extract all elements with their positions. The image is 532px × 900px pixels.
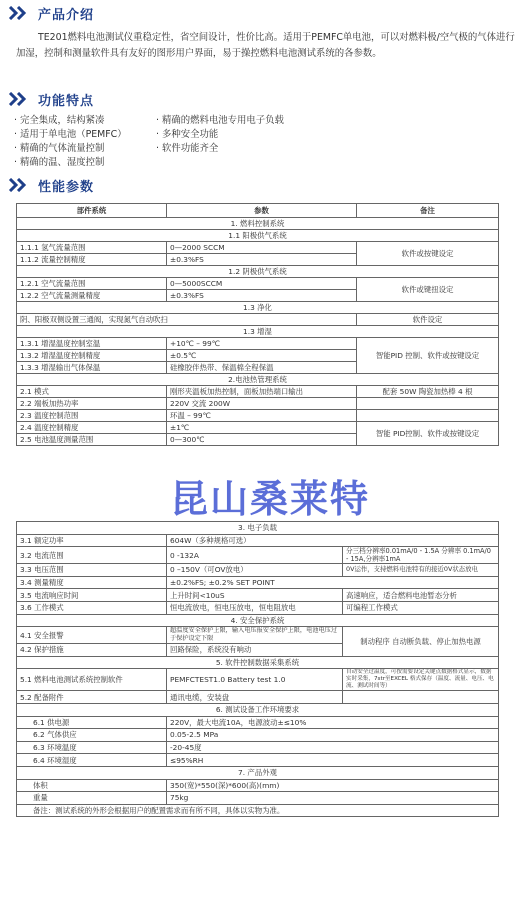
table-cell: ±0.3%FS bbox=[167, 254, 357, 266]
table-cell bbox=[343, 691, 499, 704]
table-cell: 通讯电缆，安装盘 bbox=[167, 691, 343, 704]
group-row: 1.1 阳极供气系统 bbox=[17, 230, 499, 242]
spec-table-1 bbox=[16, 203, 499, 446]
group-row: 6. 测试设备工作环境要求 bbox=[17, 703, 499, 716]
double-chevron-icon bbox=[8, 92, 32, 106]
table-cell: 智能PID 控制、软件或按键设定 bbox=[357, 338, 499, 374]
table-cell: 1.1.2 流量控制精度 bbox=[17, 254, 167, 266]
table-cell: 2.1 模式 bbox=[17, 386, 167, 398]
group-row: 1.3 净化 bbox=[17, 302, 499, 314]
table-cell: ±1℃ bbox=[167, 422, 357, 434]
table-cell: PEMFCTEST1.0 Battery test 1.0 bbox=[167, 669, 343, 691]
table-cell: 刚形夹温板加热控制，面板加热端口输出 bbox=[167, 386, 357, 398]
table-cell: 220V 交流 200W bbox=[167, 398, 357, 410]
table-cell: 2.2 端板加热功率 bbox=[17, 398, 167, 410]
table-cell bbox=[357, 398, 499, 410]
table-cell: 恒电流放电，恒电压放电，恒电阻放电 bbox=[167, 601, 343, 614]
table-cell: 重量 bbox=[17, 792, 167, 805]
table-cell: 220V，最大电流10A，电源波动±≤10% bbox=[167, 716, 499, 729]
group-row: 1.3 增湿 bbox=[17, 326, 499, 338]
table-cell bbox=[357, 410, 499, 422]
table-cell: 软件设定 bbox=[357, 314, 499, 326]
table-cell: 1.2.1 空气流量范围 bbox=[17, 278, 167, 290]
table-cell: 超温度安全保护上限，输入电压报安全保护上限，电池电压过于保护设定下限 bbox=[167, 627, 343, 644]
double-chevron-icon bbox=[8, 6, 32, 20]
feature-item: · 精确的燃料电池专用电子负载 bbox=[156, 115, 284, 126]
table-cell: 0.05-2.5 MPa bbox=[167, 729, 499, 742]
group-row: 5. 软件控制数据采集系统 bbox=[17, 656, 499, 669]
table-cell: 体积 bbox=[17, 779, 167, 792]
table-cell: 6.4 环境湿度 bbox=[17, 754, 167, 767]
table-cell: 0 –150V（可OV放电） bbox=[167, 564, 343, 577]
table-cell: 6.1 供电源 bbox=[17, 716, 167, 729]
intro-section-header bbox=[8, 4, 94, 22]
group-row: 1. 燃料控制系统 bbox=[17, 218, 499, 230]
table-cell: 可编程工作模式 bbox=[343, 601, 499, 614]
table-cell: 2.3 温度控制范围 bbox=[17, 410, 167, 422]
table-cell: 3.4 测量精度 bbox=[17, 576, 167, 589]
feature-item: · 适用于单电池（PEMFC） bbox=[14, 129, 127, 140]
group-row: 3. 电子负载 bbox=[17, 522, 499, 535]
group-row: 7. 产品外观 bbox=[17, 766, 499, 779]
table-cell: 硅橡胶伴热带、保温棉全程保温 bbox=[167, 362, 357, 374]
intro-text: TE201燃料电池测试仪重稳定性，省空间设计，性价比高。适用于PEMFC单电池，可以对燃料极/空气极的气体进行加湿，控制和测量软件具有友好的图形用户界面，易于操控燃料电池测试系统的各参数。 bbox=[16, 32, 515, 59]
group-row: 4. 安全保护系统 bbox=[17, 614, 499, 627]
feature-item: · 精确的温、湿度控制 bbox=[14, 157, 105, 168]
table-cell: ±0.5℃ bbox=[167, 350, 357, 362]
table-cell: 阴、阳极双侧设置三通阀，实现氮气自动吹扫 bbox=[17, 314, 357, 326]
table-cell: 软件或键扭设定 bbox=[357, 278, 499, 302]
table-cell: 350(宽)*550(深)*600(高)(mm) bbox=[167, 779, 499, 792]
double-chevron-icon bbox=[8, 178, 32, 192]
table-cell: 5.1 燃料电池测试系统控制软件 bbox=[17, 669, 167, 691]
features-title: 功能特点 bbox=[38, 93, 95, 109]
table-cell: 3.2 电流范围 bbox=[17, 547, 167, 564]
header-parameter: 参数 bbox=[167, 204, 357, 218]
intro-title: 产品介绍 bbox=[38, 7, 95, 23]
table-cell: +10℃ – 99℃ bbox=[167, 338, 357, 350]
group-row: 1.2 阴极供气系统 bbox=[17, 266, 499, 278]
table-cell: 0 -132A bbox=[167, 547, 343, 564]
table-cell: 环温 – 99℃ bbox=[167, 410, 357, 422]
table-cell: 5.2 配备附件 bbox=[17, 691, 167, 704]
table-cell: 6.2 气体供应 bbox=[17, 729, 167, 742]
table-cell: 604W（多种规格可选） bbox=[167, 534, 499, 547]
table-cell: 3.5 电流响应时间 bbox=[17, 589, 167, 602]
table-cell: 3.3 电压范围 bbox=[17, 564, 167, 577]
feature-item: · 完全集成，结构紧凑 bbox=[14, 115, 105, 126]
table-cell: ±0.2%FS; ±0.2% SET POINT bbox=[167, 576, 499, 589]
table-cell: ±0.3%FS bbox=[167, 290, 357, 302]
table-cell: ≤95%RH bbox=[167, 754, 499, 767]
group-row: 2.电池热管理系统 bbox=[17, 374, 499, 386]
table-cell: 回路保险，系统没有响动 bbox=[167, 644, 343, 657]
header-note: 备注 bbox=[357, 204, 499, 218]
features-section-header bbox=[8, 90, 94, 108]
table-cell: 软件或按键设定 bbox=[357, 242, 499, 266]
watermark-text: 昆山桑莱特 bbox=[170, 476, 371, 521]
table-cell: 智能 PID控制、软件或按键设定 bbox=[357, 422, 499, 446]
table-cell: -20-45度 bbox=[167, 741, 499, 754]
table-cell: 1.3.3 增湿输出气体保温 bbox=[17, 362, 167, 374]
table-cell: 0—5000SCCM bbox=[167, 278, 357, 290]
feature-item: · 多种安全功能 bbox=[156, 129, 219, 140]
table-cell: 1.1.1 氢气流量范围 bbox=[17, 242, 167, 254]
table-cell: 1.3.2 增湿温度控制精度 bbox=[17, 350, 167, 362]
table-cell: 0—2000 SCCM bbox=[167, 242, 357, 254]
table-cell: 2.5 电池温度测量范围 bbox=[17, 434, 167, 446]
table-cell: 4.2 保护措施 bbox=[17, 644, 167, 657]
table-cell: 上升时间<10uS bbox=[167, 589, 343, 602]
table-cell: 配套 50W 陶瓷加热棒 4 根 bbox=[357, 386, 499, 398]
feature-item: · 精确的气体流量控制 bbox=[14, 143, 105, 154]
table-cell: 75kg bbox=[167, 792, 499, 805]
table-cell: 1.3.1 增湿温度控制室温 bbox=[17, 338, 167, 350]
table-cell: 0—300℃ bbox=[167, 434, 357, 446]
table-cell: 2.4 温度控制精度 bbox=[17, 422, 167, 434]
table-cell: 制动程序 自动断负载、停止加热电源 bbox=[343, 627, 499, 657]
table-cell: 6.3 环境温度 bbox=[17, 741, 167, 754]
table-cell: 高速响应，适合燃料电池暂态分析 bbox=[343, 589, 499, 602]
table-cell: 3.6 工作模式 bbox=[17, 601, 167, 614]
table-cell: 0V运作，支持燃料电池特有的接近0V状态放电 bbox=[343, 564, 499, 577]
table-cell: 1.2.2 空气流量测量精度 bbox=[17, 290, 167, 302]
feature-item: · 软件功能齐全 bbox=[156, 143, 219, 154]
table-cell: 3.1 额定功率 bbox=[17, 534, 167, 547]
table-cell: 分三档分辨率0.01mA/0 - 1.5A 分辨率 0.1mA/0 - 15A,分辨率1mA bbox=[343, 547, 499, 564]
table-cell: 4.1 安全报警 bbox=[17, 627, 167, 644]
header-component: 部件系统 bbox=[17, 204, 167, 218]
table-cell: 自动安全过温度，可按需要设定关键点数据格式显示，数据实时采集，7str至EXCEL 格式保存（温度、流量、电压、电流、测试时间等） bbox=[343, 669, 499, 691]
footnote: 备注：测试系统的外形会根据用户的配置需求而有所不同，具体以实物为准。 bbox=[17, 804, 499, 817]
spec-table-2 bbox=[16, 521, 499, 817]
specs-title: 性能参数 bbox=[38, 179, 95, 195]
specs-section-header bbox=[8, 176, 94, 194]
